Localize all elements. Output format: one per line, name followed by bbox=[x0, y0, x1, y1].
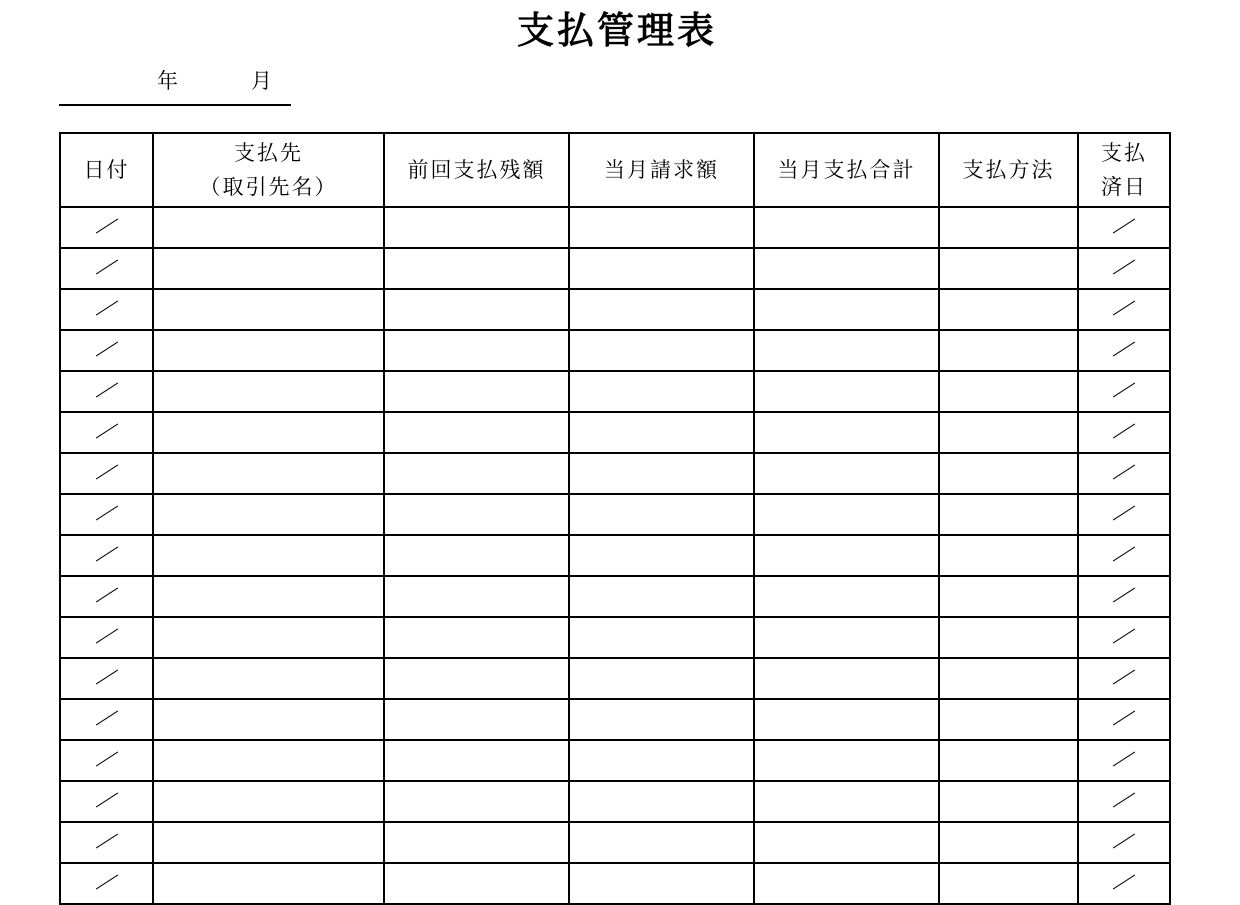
prev-balance-cell[interactable] bbox=[384, 576, 569, 617]
slash-icon bbox=[1113, 871, 1135, 893]
table-row bbox=[60, 658, 1170, 699]
payee-cell[interactable] bbox=[153, 658, 384, 699]
slash-icon bbox=[96, 707, 118, 729]
date-cell[interactable] bbox=[60, 658, 153, 699]
payee-cell[interactable] bbox=[153, 822, 384, 863]
slash-icon bbox=[96, 584, 118, 606]
payment-total-cell[interactable] bbox=[754, 453, 939, 494]
payee-cell[interactable] bbox=[153, 248, 384, 289]
payee-cell[interactable] bbox=[153, 207, 384, 248]
table-row bbox=[60, 494, 1170, 535]
invoice-amount-cell[interactable] bbox=[569, 576, 754, 617]
invoice-amount-cell[interactable] bbox=[569, 781, 754, 822]
payment-method-cell[interactable] bbox=[939, 822, 1078, 863]
prev-balance-cell[interactable] bbox=[384, 453, 569, 494]
header-date-label: 日付 bbox=[83, 158, 130, 182]
header-payee-sublabel: （取引先名） bbox=[199, 175, 338, 199]
header-paid-date-label: 支払 bbox=[1101, 141, 1147, 165]
slash-icon bbox=[96, 256, 118, 278]
invoice-amount-cell[interactable] bbox=[569, 658, 754, 699]
payment-method-cell[interactable] bbox=[939, 494, 1078, 535]
prev-balance-cell[interactable] bbox=[384, 371, 569, 412]
slash-icon bbox=[96, 666, 118, 688]
slash-icon bbox=[96, 502, 118, 524]
slash-icon bbox=[1113, 379, 1135, 401]
paid-date-cell[interactable] bbox=[1078, 371, 1170, 412]
payee-cell[interactable] bbox=[153, 453, 384, 494]
invoice-amount-cell[interactable] bbox=[569, 207, 754, 248]
payee-cell[interactable] bbox=[153, 412, 384, 453]
paid-date-cell[interactable] bbox=[1078, 863, 1170, 904]
month-label: 月 bbox=[251, 69, 272, 93]
payment-method-cell[interactable] bbox=[939, 248, 1078, 289]
slash-icon bbox=[1113, 338, 1135, 360]
slash-icon bbox=[1113, 215, 1135, 237]
slash-icon bbox=[96, 543, 118, 565]
payment-table bbox=[59, 132, 1171, 905]
slash-icon bbox=[1113, 666, 1135, 688]
paid-date-cell[interactable] bbox=[1078, 453, 1170, 494]
paid-date-cell[interactable] bbox=[1078, 699, 1170, 740]
prev-balance-cell[interactable] bbox=[384, 412, 569, 453]
payment-method-cell[interactable] bbox=[939, 658, 1078, 699]
payee-cell[interactable] bbox=[153, 494, 384, 535]
slash-icon bbox=[1113, 584, 1135, 606]
invoice-amount-cell[interactable] bbox=[569, 863, 754, 904]
payment-method-cell[interactable] bbox=[939, 453, 1078, 494]
payment-total-cell[interactable] bbox=[754, 494, 939, 535]
slash-icon bbox=[1113, 707, 1135, 729]
header-payment-method bbox=[939, 133, 1078, 207]
prev-balance-cell[interactable] bbox=[384, 617, 569, 658]
payment-method-cell[interactable] bbox=[939, 330, 1078, 371]
payment-total-cell[interactable] bbox=[754, 535, 939, 576]
payment-method-cell[interactable] bbox=[939, 740, 1078, 781]
payment-method-cell[interactable] bbox=[939, 371, 1078, 412]
payment-total-cell[interactable] bbox=[754, 207, 939, 248]
slash-icon bbox=[1113, 420, 1135, 442]
paid-date-cell[interactable] bbox=[1078, 207, 1170, 248]
table-row bbox=[60, 699, 1170, 740]
invoice-amount-cell[interactable] bbox=[569, 453, 754, 494]
payment-total-cell[interactable] bbox=[754, 781, 939, 822]
prev-balance-cell[interactable] bbox=[384, 535, 569, 576]
invoice-amount-cell[interactable] bbox=[569, 699, 754, 740]
table-row bbox=[60, 576, 1170, 617]
date-cell[interactable] bbox=[60, 740, 153, 781]
header-row bbox=[60, 133, 1170, 207]
invoice-amount-cell[interactable] bbox=[569, 617, 754, 658]
slash-icon bbox=[96, 830, 118, 852]
payee-cell[interactable] bbox=[153, 535, 384, 576]
date-cell[interactable] bbox=[60, 617, 153, 658]
table-row bbox=[60, 412, 1170, 453]
slash-icon bbox=[1113, 789, 1135, 811]
header-invoice-amount bbox=[569, 133, 754, 207]
prev-balance-cell[interactable] bbox=[384, 207, 569, 248]
prev-balance-cell[interactable] bbox=[384, 658, 569, 699]
prev-balance-cell[interactable] bbox=[384, 330, 569, 371]
invoice-amount-cell[interactable] bbox=[569, 494, 754, 535]
prev-balance-cell[interactable] bbox=[384, 822, 569, 863]
invoice-amount-cell[interactable] bbox=[569, 371, 754, 412]
table-row bbox=[60, 248, 1170, 289]
slash-icon bbox=[1113, 625, 1135, 647]
paid-date-cell[interactable] bbox=[1078, 781, 1170, 822]
table-row bbox=[60, 289, 1170, 330]
table-row bbox=[60, 617, 1170, 658]
slash-icon bbox=[1113, 502, 1135, 524]
date-cell[interactable] bbox=[60, 289, 153, 330]
payee-cell[interactable] bbox=[153, 617, 384, 658]
slash-icon bbox=[96, 215, 118, 237]
payee-cell[interactable] bbox=[153, 781, 384, 822]
payment-total-cell[interactable] bbox=[754, 330, 939, 371]
paid-date-cell[interactable] bbox=[1078, 658, 1170, 699]
payment-total-cell[interactable] bbox=[754, 658, 939, 699]
invoice-amount-cell[interactable] bbox=[569, 248, 754, 289]
payment-method-cell[interactable] bbox=[939, 576, 1078, 617]
table-row bbox=[60, 453, 1170, 494]
header-payment-total bbox=[754, 133, 939, 207]
date-cell[interactable] bbox=[60, 576, 153, 617]
header-date bbox=[60, 133, 153, 207]
payment-method-cell[interactable] bbox=[939, 617, 1078, 658]
prev-balance-cell[interactable] bbox=[384, 494, 569, 535]
payment-method-cell[interactable] bbox=[939, 289, 1078, 330]
table-row bbox=[60, 371, 1170, 412]
table-row bbox=[60, 740, 1170, 781]
header-payee-label: 支払先 bbox=[234, 141, 303, 165]
table-row bbox=[60, 822, 1170, 863]
slash-icon bbox=[1113, 748, 1135, 770]
payee-cell[interactable] bbox=[153, 330, 384, 371]
date-cell[interactable] bbox=[60, 699, 153, 740]
paid-date-cell[interactable] bbox=[1078, 617, 1170, 658]
paid-date-cell[interactable] bbox=[1078, 822, 1170, 863]
invoice-amount-cell[interactable] bbox=[569, 412, 754, 453]
payment-total-cell[interactable] bbox=[754, 289, 939, 330]
date-cell[interactable] bbox=[60, 453, 153, 494]
period-field[interactable] bbox=[59, 64, 291, 106]
table-row bbox=[60, 330, 1170, 371]
header-prev-balance bbox=[384, 133, 569, 207]
payment-method-cell[interactable] bbox=[939, 781, 1078, 822]
date-cell[interactable] bbox=[60, 371, 153, 412]
paid-date-cell[interactable] bbox=[1078, 576, 1170, 617]
payee-cell[interactable] bbox=[153, 289, 384, 330]
payee-cell[interactable] bbox=[153, 576, 384, 617]
slash-icon bbox=[1113, 297, 1135, 319]
payment-total-cell[interactable] bbox=[754, 740, 939, 781]
slash-icon bbox=[1113, 830, 1135, 852]
date-cell[interactable] bbox=[60, 822, 153, 863]
paid-date-cell[interactable] bbox=[1078, 330, 1170, 371]
invoice-amount-cell[interactable] bbox=[569, 822, 754, 863]
date-cell[interactable] bbox=[60, 412, 153, 453]
payee-cell[interactable] bbox=[153, 699, 384, 740]
date-cell[interactable] bbox=[60, 330, 153, 371]
paid-date-cell[interactable] bbox=[1078, 494, 1170, 535]
table-row bbox=[60, 535, 1170, 576]
header-paid-date-sublabel: 済日 bbox=[1101, 175, 1147, 199]
payee-cell[interactable] bbox=[153, 740, 384, 781]
invoice-amount-cell[interactable] bbox=[569, 289, 754, 330]
prev-balance-cell[interactable] bbox=[384, 781, 569, 822]
slash-icon bbox=[96, 338, 118, 360]
payment-method-cell[interactable] bbox=[939, 699, 1078, 740]
table-row bbox=[60, 781, 1170, 822]
slash-icon bbox=[96, 789, 118, 811]
slash-icon bbox=[96, 379, 118, 401]
slash-icon bbox=[96, 420, 118, 442]
prev-balance-cell[interactable] bbox=[384, 699, 569, 740]
header-payment-total-label: 当月支払合計 bbox=[777, 158, 916, 182]
date-cell[interactable] bbox=[60, 494, 153, 535]
payment-method-cell[interactable] bbox=[939, 412, 1078, 453]
payment-total-cell[interactable] bbox=[754, 863, 939, 904]
payment-total-cell[interactable] bbox=[754, 822, 939, 863]
payment-method-cell[interactable] bbox=[939, 863, 1078, 904]
header-paid-date bbox=[1078, 133, 1170, 207]
date-cell[interactable] bbox=[60, 781, 153, 822]
slash-icon bbox=[96, 461, 118, 483]
payment-method-cell[interactable] bbox=[939, 207, 1078, 248]
paid-date-cell[interactable] bbox=[1078, 248, 1170, 289]
paid-date-cell[interactable] bbox=[1078, 289, 1170, 330]
header-payee bbox=[153, 133, 384, 207]
header-payment-method-label: 支払方法 bbox=[962, 158, 1055, 182]
slash-icon bbox=[1113, 543, 1135, 565]
slash-icon bbox=[96, 871, 118, 893]
invoice-amount-cell[interactable] bbox=[569, 740, 754, 781]
payment-total-cell[interactable] bbox=[754, 412, 939, 453]
date-cell[interactable] bbox=[60, 248, 153, 289]
year-label: 年 bbox=[157, 69, 178, 93]
payment-method-cell[interactable] bbox=[939, 535, 1078, 576]
prev-balance-cell[interactable] bbox=[384, 863, 569, 904]
date-cell[interactable] bbox=[60, 863, 153, 904]
invoice-amount-cell[interactable] bbox=[569, 535, 754, 576]
slash-icon bbox=[1113, 256, 1135, 278]
slash-icon bbox=[1113, 461, 1135, 483]
payment-total-cell[interactable] bbox=[754, 617, 939, 658]
payment-total-cell[interactable] bbox=[754, 371, 939, 412]
invoice-amount-cell[interactable] bbox=[569, 330, 754, 371]
paid-date-cell[interactable] bbox=[1078, 740, 1170, 781]
payee-cell[interactable] bbox=[153, 371, 384, 412]
table-body bbox=[60, 207, 1170, 904]
date-cell[interactable] bbox=[60, 207, 153, 248]
paid-date-cell[interactable] bbox=[1078, 535, 1170, 576]
document-title: 支払管理表 bbox=[517, 9, 717, 52]
prev-balance-cell[interactable] bbox=[384, 248, 569, 289]
slash-icon bbox=[96, 625, 118, 647]
slash-icon bbox=[96, 297, 118, 319]
payment-total-cell[interactable] bbox=[754, 576, 939, 617]
payment-total-cell[interactable] bbox=[754, 699, 939, 740]
prev-balance-cell[interactable] bbox=[384, 289, 569, 330]
table-row bbox=[60, 863, 1170, 904]
payee-cell[interactable] bbox=[153, 863, 384, 904]
paid-date-cell[interactable] bbox=[1078, 412, 1170, 453]
slash-icon bbox=[96, 748, 118, 770]
prev-balance-cell[interactable] bbox=[384, 740, 569, 781]
header-invoice-amount-label: 当月請求額 bbox=[604, 158, 719, 182]
header-prev-balance-label: 前回支払残額 bbox=[407, 158, 546, 182]
date-cell[interactable] bbox=[60, 535, 153, 576]
table-row bbox=[60, 207, 1170, 248]
payment-total-cell[interactable] bbox=[754, 248, 939, 289]
